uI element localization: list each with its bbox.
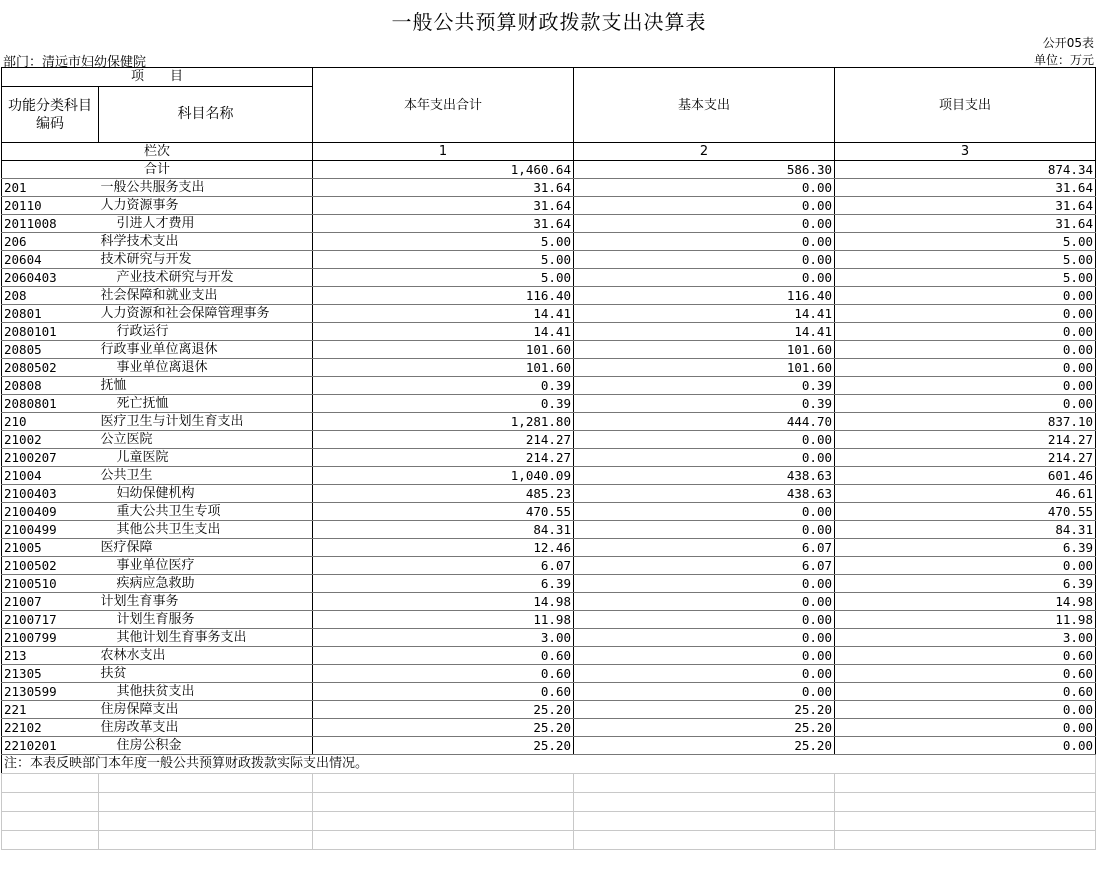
table-row bbox=[2, 521, 1096, 539]
project-amount: 0.00 bbox=[835, 395, 1096, 413]
empty-cell bbox=[835, 831, 1096, 850]
table-row bbox=[2, 539, 1096, 557]
basic-amount: 25.20 bbox=[574, 719, 835, 737]
subject-code: 210 bbox=[2, 413, 99, 431]
subject-name: 住房保障支出 bbox=[99, 701, 313, 719]
basic-amount: 0.00 bbox=[574, 521, 835, 539]
total-label: 合计 bbox=[2, 161, 313, 179]
project-amount: 0.00 bbox=[835, 341, 1096, 359]
total-amount: 1,040.09 bbox=[313, 467, 574, 485]
total-amount: 485.23 bbox=[313, 485, 574, 503]
empty-cell bbox=[574, 812, 835, 831]
basic-amount: 0.00 bbox=[574, 269, 835, 287]
subject-name: 事业单位离退休 bbox=[99, 359, 313, 377]
total-amount: 0.39 bbox=[313, 395, 574, 413]
table-row bbox=[2, 449, 1096, 467]
basic-amount: 0.00 bbox=[574, 179, 835, 197]
subject-code: 2100510 bbox=[2, 575, 99, 593]
subject-code: 2100502 bbox=[2, 557, 99, 575]
table-row bbox=[2, 377, 1096, 395]
subject-name: 公立医院 bbox=[99, 431, 313, 449]
table-row bbox=[2, 485, 1096, 503]
total-amount: 0.60 bbox=[313, 683, 574, 701]
table-row bbox=[2, 683, 1096, 701]
empty-cell bbox=[313, 774, 574, 793]
subject-name: 科学技术支出 bbox=[99, 233, 313, 251]
total-amount: 470.55 bbox=[313, 503, 574, 521]
empty-grid-row bbox=[2, 793, 1096, 812]
header-col-label: 栏次 bbox=[2, 143, 313, 161]
basic-amount: 0.00 bbox=[574, 575, 835, 593]
basic-amount: 444.70 bbox=[574, 413, 835, 431]
basic-amount: 25.20 bbox=[574, 701, 835, 719]
total-amount: 25.20 bbox=[313, 719, 574, 737]
project-amount: 837.10 bbox=[835, 413, 1096, 431]
table-row bbox=[2, 413, 1096, 431]
table-row bbox=[2, 323, 1096, 341]
total-amount: 214.27 bbox=[313, 431, 574, 449]
total-amount: 14.41 bbox=[313, 305, 574, 323]
subject-code: 208 bbox=[2, 287, 99, 305]
header-col1: 1 bbox=[313, 143, 574, 161]
basic-amount: 25.20 bbox=[574, 737, 835, 755]
total-amount: 1,281.80 bbox=[313, 413, 574, 431]
subject-name: 住房改革支出 bbox=[99, 719, 313, 737]
subject-code: 221 bbox=[2, 701, 99, 719]
total-amount: 31.64 bbox=[313, 197, 574, 215]
empty-cell bbox=[574, 831, 835, 850]
empty-cell bbox=[574, 774, 835, 793]
basic-amount: 0.00 bbox=[574, 251, 835, 269]
project-amount: 31.64 bbox=[835, 215, 1096, 233]
basic-amount: 0.00 bbox=[574, 449, 835, 467]
footnote: 注：本表反映部门本年度一般公共预算财政拨款实际支出情况。 bbox=[2, 755, 1096, 774]
table-row bbox=[2, 287, 1096, 305]
total-amount: 12.46 bbox=[313, 539, 574, 557]
subject-name: 产业技术研究与开发 bbox=[99, 269, 313, 287]
table-row bbox=[2, 557, 1096, 575]
subject-code: 21305 bbox=[2, 665, 99, 683]
basic-amount: 0.00 bbox=[574, 647, 835, 665]
empty-grid-row bbox=[2, 812, 1096, 831]
total-amount: 214.27 bbox=[313, 449, 574, 467]
basic-amount: 0.00 bbox=[574, 197, 835, 215]
total-amount: 116.40 bbox=[313, 287, 574, 305]
project-amount: 0.00 bbox=[835, 377, 1096, 395]
table-row bbox=[2, 359, 1096, 377]
project-amount: 5.00 bbox=[835, 251, 1096, 269]
basic-amount: 0.00 bbox=[574, 629, 835, 647]
basic-amount: 0.39 bbox=[574, 377, 835, 395]
subject-name: 住房公积金 bbox=[99, 737, 313, 755]
report-title: 一般公共预算财政拨款支出决算表 bbox=[391, 10, 707, 34]
total-sum: 1,460.64 bbox=[313, 161, 574, 179]
subject-name: 一般公共服务支出 bbox=[99, 179, 313, 197]
department-label: 部门：清远市妇幼保健院 bbox=[3, 55, 147, 70]
subject-code: 2100717 bbox=[2, 611, 99, 629]
project-amount: 84.31 bbox=[835, 521, 1096, 539]
total-amount: 25.20 bbox=[313, 701, 574, 719]
basic-amount: 14.41 bbox=[574, 323, 835, 341]
total-amount: 101.60 bbox=[313, 359, 574, 377]
header-item: 项 目 bbox=[2, 68, 313, 87]
table-row bbox=[2, 341, 1096, 359]
project-amount: 3.00 bbox=[835, 629, 1096, 647]
budget-table bbox=[1, 67, 1096, 850]
empty-cell bbox=[313, 793, 574, 812]
project-amount: 0.60 bbox=[835, 647, 1096, 665]
header-basic: 基本支出 bbox=[574, 68, 835, 143]
subject-name: 计划生育事务 bbox=[99, 593, 313, 611]
subject-name: 重大公共卫生专项 bbox=[99, 503, 313, 521]
total-amount: 5.00 bbox=[313, 251, 574, 269]
subject-code: 21007 bbox=[2, 593, 99, 611]
empty-cell bbox=[835, 793, 1096, 812]
subject-code: 2011008 bbox=[2, 215, 99, 233]
project-amount: 46.61 bbox=[835, 485, 1096, 503]
empty-cell bbox=[2, 812, 99, 831]
form-number: 公开05表 bbox=[1042, 36, 1094, 50]
subject-code: 21004 bbox=[2, 467, 99, 485]
project-amount: 0.00 bbox=[835, 737, 1096, 755]
project-amount: 0.60 bbox=[835, 683, 1096, 701]
empty-cell bbox=[2, 774, 99, 793]
project-amount: 6.39 bbox=[835, 539, 1096, 557]
basic-amount: 0.00 bbox=[574, 503, 835, 521]
total-amount: 0.60 bbox=[313, 647, 574, 665]
project-amount: 0.00 bbox=[835, 287, 1096, 305]
empty-cell bbox=[313, 812, 574, 831]
empty-cell bbox=[99, 793, 313, 812]
subject-name: 医疗保障 bbox=[99, 539, 313, 557]
total-project: 874.34 bbox=[835, 161, 1096, 179]
project-amount: 470.55 bbox=[835, 503, 1096, 521]
subject-name: 医疗卫生与计划生育支出 bbox=[99, 413, 313, 431]
project-amount: 5.00 bbox=[835, 233, 1096, 251]
subject-code: 20808 bbox=[2, 377, 99, 395]
header-total: 本年支出合计 bbox=[313, 68, 574, 143]
subject-name: 抚恤 bbox=[99, 377, 313, 395]
subject-name: 死亡抚恤 bbox=[99, 395, 313, 413]
table-row bbox=[2, 197, 1096, 215]
total-amount: 14.41 bbox=[313, 323, 574, 341]
subject-name: 事业单位医疗 bbox=[99, 557, 313, 575]
subject-code: 21005 bbox=[2, 539, 99, 557]
subject-name: 人力资源和社会保障管理事务 bbox=[99, 305, 313, 323]
project-amount: 6.39 bbox=[835, 575, 1096, 593]
subject-name: 人力资源事务 bbox=[99, 197, 313, 215]
subject-code: 2060403 bbox=[2, 269, 99, 287]
project-amount: 5.00 bbox=[835, 269, 1096, 287]
project-amount: 0.00 bbox=[835, 323, 1096, 341]
table-row bbox=[2, 251, 1096, 269]
subject-code: 20805 bbox=[2, 341, 99, 359]
subject-name: 妇幼保健机构 bbox=[99, 485, 313, 503]
basic-amount: 438.63 bbox=[574, 467, 835, 485]
header-project: 项目支出 bbox=[835, 68, 1096, 143]
basic-amount: 0.00 bbox=[574, 665, 835, 683]
table-row bbox=[2, 575, 1096, 593]
table-row bbox=[2, 179, 1096, 197]
subject-code: 206 bbox=[2, 233, 99, 251]
total-amount: 84.31 bbox=[313, 521, 574, 539]
header-name: 科目名称 bbox=[99, 87, 313, 143]
empty-grid-row bbox=[2, 774, 1096, 793]
subject-name: 儿童医院 bbox=[99, 449, 313, 467]
total-row bbox=[2, 161, 1096, 179]
total-basic: 586.30 bbox=[574, 161, 835, 179]
subject-name: 技术研究与开发 bbox=[99, 251, 313, 269]
table-row bbox=[2, 647, 1096, 665]
table-row bbox=[2, 431, 1096, 449]
table-row bbox=[2, 719, 1096, 737]
subject-name: 其他计划生育事务支出 bbox=[99, 629, 313, 647]
basic-amount: 14.41 bbox=[574, 305, 835, 323]
empty-cell bbox=[2, 793, 99, 812]
table-row bbox=[2, 395, 1096, 413]
header-col2: 2 bbox=[574, 143, 835, 161]
subject-name: 农林水支出 bbox=[99, 647, 313, 665]
subject-code: 2130599 bbox=[2, 683, 99, 701]
empty-cell bbox=[835, 774, 1096, 793]
total-amount: 6.39 bbox=[313, 575, 574, 593]
basic-amount: 0.00 bbox=[574, 233, 835, 251]
project-amount: 214.27 bbox=[835, 431, 1096, 449]
total-amount: 31.64 bbox=[313, 179, 574, 197]
table-row bbox=[2, 467, 1096, 485]
empty-grid-row bbox=[2, 831, 1096, 850]
subject-name: 社会保障和就业支出 bbox=[99, 287, 313, 305]
total-amount: 11.98 bbox=[313, 611, 574, 629]
basic-amount: 116.40 bbox=[574, 287, 835, 305]
basic-amount: 101.60 bbox=[574, 359, 835, 377]
subject-code: 21002 bbox=[2, 431, 99, 449]
table-row bbox=[2, 611, 1096, 629]
table-row bbox=[2, 701, 1096, 719]
project-amount: 601.46 bbox=[835, 467, 1096, 485]
basic-amount: 0.00 bbox=[574, 683, 835, 701]
basic-amount: 438.63 bbox=[574, 485, 835, 503]
subject-code: 20604 bbox=[2, 251, 99, 269]
subject-code: 2100409 bbox=[2, 503, 99, 521]
subject-code: 2100799 bbox=[2, 629, 99, 647]
project-amount: 0.60 bbox=[835, 665, 1096, 683]
total-amount: 0.39 bbox=[313, 377, 574, 395]
subject-name: 其他公共卫生支出 bbox=[99, 521, 313, 539]
total-amount: 6.07 bbox=[313, 557, 574, 575]
project-amount: 0.00 bbox=[835, 305, 1096, 323]
subject-name: 行政事业单位离退休 bbox=[99, 341, 313, 359]
table-row bbox=[2, 269, 1096, 287]
project-amount: 0.00 bbox=[835, 359, 1096, 377]
total-amount: 0.60 bbox=[313, 665, 574, 683]
table-row bbox=[2, 665, 1096, 683]
table-row bbox=[2, 503, 1096, 521]
subject-code: 2100207 bbox=[2, 449, 99, 467]
total-amount: 31.64 bbox=[313, 215, 574, 233]
total-amount: 14.98 bbox=[313, 593, 574, 611]
basic-amount: 0.00 bbox=[574, 593, 835, 611]
subject-code: 201 bbox=[2, 179, 99, 197]
table-row bbox=[2, 215, 1096, 233]
empty-cell bbox=[2, 831, 99, 850]
basic-amount: 6.07 bbox=[574, 557, 835, 575]
subject-name: 疾病应急救助 bbox=[99, 575, 313, 593]
header-code: 功能分类科目编码 bbox=[2, 87, 99, 143]
empty-cell bbox=[574, 793, 835, 812]
total-amount: 5.00 bbox=[313, 233, 574, 251]
project-amount: 31.64 bbox=[835, 179, 1096, 197]
subject-code: 2210201 bbox=[2, 737, 99, 755]
basic-amount: 6.07 bbox=[574, 539, 835, 557]
subject-name: 引进人才费用 bbox=[99, 215, 313, 233]
subject-code: 213 bbox=[2, 647, 99, 665]
subject-name: 行政运行 bbox=[99, 323, 313, 341]
table-row bbox=[2, 305, 1096, 323]
basic-amount: 0.00 bbox=[574, 431, 835, 449]
subject-name: 其他扶贫支出 bbox=[99, 683, 313, 701]
total-amount: 3.00 bbox=[313, 629, 574, 647]
project-amount: 11.98 bbox=[835, 611, 1096, 629]
subject-name: 公共卫生 bbox=[99, 467, 313, 485]
subject-code: 2100403 bbox=[2, 485, 99, 503]
table-row bbox=[2, 629, 1096, 647]
empty-cell bbox=[835, 812, 1096, 831]
basic-amount: 101.60 bbox=[574, 341, 835, 359]
subject-name: 计划生育服务 bbox=[99, 611, 313, 629]
subject-code: 2080502 bbox=[2, 359, 99, 377]
project-amount: 0.00 bbox=[835, 701, 1096, 719]
project-amount: 0.00 bbox=[835, 719, 1096, 737]
subject-code: 20801 bbox=[2, 305, 99, 323]
project-amount: 0.00 bbox=[835, 557, 1096, 575]
empty-cell bbox=[99, 774, 313, 793]
unit-label: 单位：万元 bbox=[1033, 53, 1094, 67]
project-amount: 31.64 bbox=[835, 197, 1096, 215]
basic-amount: 0.39 bbox=[574, 395, 835, 413]
empty-cell bbox=[99, 812, 313, 831]
subject-code: 22102 bbox=[2, 719, 99, 737]
subject-code: 2100499 bbox=[2, 521, 99, 539]
table-row bbox=[2, 593, 1096, 611]
empty-cell bbox=[313, 831, 574, 850]
total-amount: 101.60 bbox=[313, 341, 574, 359]
total-amount: 25.20 bbox=[313, 737, 574, 755]
header-col3: 3 bbox=[835, 143, 1096, 161]
project-amount: 214.27 bbox=[835, 449, 1096, 467]
subject-code: 2080101 bbox=[2, 323, 99, 341]
table-row bbox=[2, 737, 1096, 755]
project-amount: 14.98 bbox=[835, 593, 1096, 611]
empty-cell bbox=[99, 831, 313, 850]
subject-code: 20110 bbox=[2, 197, 99, 215]
subject-code: 2080801 bbox=[2, 395, 99, 413]
subject-name: 扶贫 bbox=[99, 665, 313, 683]
total-amount: 5.00 bbox=[313, 269, 574, 287]
basic-amount: 0.00 bbox=[574, 611, 835, 629]
basic-amount: 0.00 bbox=[574, 215, 835, 233]
table-row bbox=[2, 233, 1096, 251]
